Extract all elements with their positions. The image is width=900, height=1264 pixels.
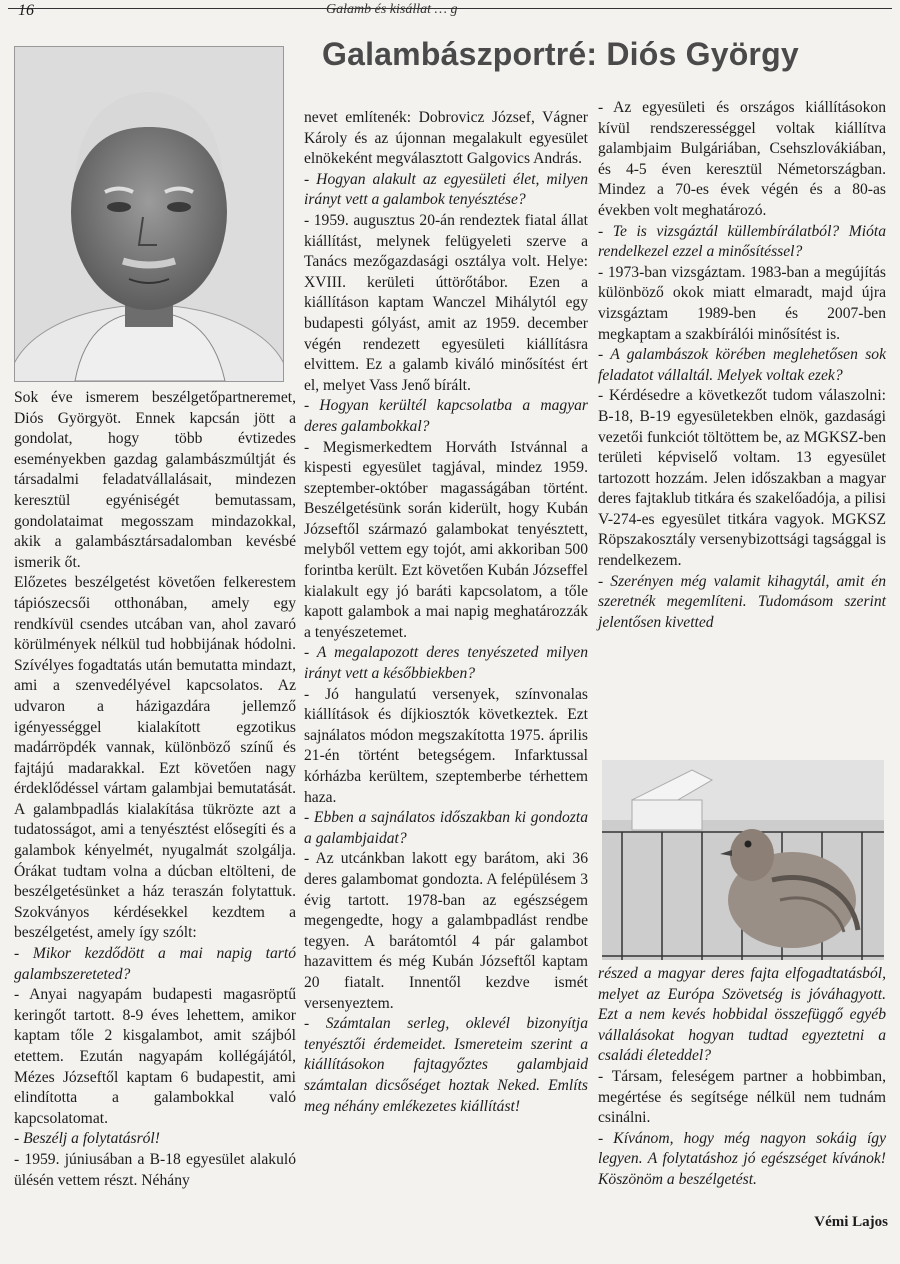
question: - Ebben a sajnálatos időszakban ki gondozta a galambjaidat? (304, 809, 588, 847)
question: - A galambászok körében meglehetősen sok feladatot vállaltál. Melyek voltak ezek? (598, 346, 886, 384)
question: - Szerényen még valamit kihagytál, amit én szeretnék megemlíteni. Tudomásom szerint jelentősen kivetted (598, 572, 886, 631)
paragraph: - Anyai nagyapám budapesti magasröptű keringőt tartott. 8-9 éves lehettem, amikor kaptam tőle 2 kisgalambot, amit szájból etettem. Ezután nagyapám kollégájától, Mézes Józseftől kaptam 6 budapestit, ami elindította a galambokkal való kapcsolatomat. (14, 986, 296, 1127)
paragraph: nevet említenék: Dobrovicz József, Vágner Károly és az újonnan megalakult egyesület elnökeként megválasztott Galgovics András. (304, 109, 588, 168)
paragraph: - Kérdésedre a következőt tudom válaszolni: B-18, B-19 egyesületekben elnök, gazdasági vezetői funkciót töltöttem be, az MGKSZ-ben területi képviselő voltam. 13 egyesület tartozott hozzám. Jelen időszakban a magyar deres fajtaklub titkára és szakelőadója, a pilisi V-274-es egyesület titkára vagyok. MGKSZ Röpszakosztály versenybizottsági tagsággal is rendelkezem. (598, 387, 886, 570)
column-3-continued (598, 964, 886, 1191)
column-3 (598, 98, 886, 633)
paragraph: - 1959. júniusában a B-18 egyesület alakuló ülésén vettem részt. Néhány (14, 1150, 296, 1189)
column-2 (304, 108, 588, 1117)
question: - Mikor kezdődött a mai napig tartó galambszereteted? (14, 945, 296, 983)
column-1 (14, 388, 296, 1191)
question: - Számtalan serleg, oklevél bizonyítja tenyésztői érdemeidet. Ismereteim szerint a kiállításokon fajtagyőztes galambjaid számtalan dicsőséget hoztak Neked. Említs meg néhány emlékezetes kiállítást! (304, 1015, 588, 1115)
paragraph: - Társam, feleségem partner a hobbimban, megértése és segítsége nélkül nem tudnám csinálni. (598, 1067, 886, 1127)
paragraph: - Az utcánkban lakott egy barátom, aki 36 deres galambomat gondozta. A felépülésem 3 évig tartott. 1978-ban az egészségem megengedte, hogy a galambpadlást rendbe tegyen. A barátomtól 4 pár galambot hazavittem és még Kubán Józseftől kaptam 20 fiatalt. Innentől kezdve ismét versenyeztem. (304, 850, 588, 1012)
paragraph: - Az egyesületi és országos kiállításokon kívül rendszerességgel voltak kiállítva galambjaim Bulgáriában, Csehszlovákiában, és 4-5 éven keresztül Németországban. Mindez a 70-es évek végén és a 80-as években volt meghatározó. (598, 99, 886, 219)
article-title: Galambászportré: Diós György (322, 36, 799, 72)
author-signature: Vémi Lajos (814, 1214, 888, 1230)
paragraph: Előzetes beszélgetést követően felkerestem tápiószecsői otthonában, amely egy rendkívül csendes utcában van, ahol zavaró körülmények nélkül tud hobbijának hódolni. Szívélyes fogadtatás után bemutatta mindazt, ami a szenvedélyével kapcsolatos. Az udvaron a házigazdára jellemző igényességgel kialakított egzotikus madárröpdék vannak, különböző színű és fajtájú madarakkal. Ezt követően nagy érdeklődéssel vártam galambjai bemutatását. A galambpadlás kialakítása tükrözte azt a tudatosságot, ami a tenyésztést elősegíti és a galambok kényelmét, nyugalmát szolgálja. Órákat tudtam volna a dúcban eltölteni, de beszélgetésünket a ház teraszán folytattuk. Szokványos kérdésekkel kezdtem a beszélgetést, amely így szólt: (14, 574, 296, 942)
question: részed a magyar deres fajta elfogadtatásból, melyet az Európa Szövetség is jóváhagyott. Ezt a nem kevés hobbidal összefüggő egyéb vállalásokat hogyan tudtad egyeztetni a családi életeddel? (598, 965, 886, 1065)
paragraph: Sok éve ismerem beszélgetőpartneremet, Diós Györgyöt. Ennek kapcsán jött a gondolat, hogy több évtizedes eseményekben gazdag galambászmúltját és társadalmi feladatvállalásait, mindezen keresztül egyéniségét bemutassam, gondolataimat megosszam mindazokkal, akik a galambásztársadalomban kevésbé ismerik őt. (14, 389, 296, 571)
question: - Hogyan alakult az egyesületi élet, milyen irányt vett a galambok tenyésztése? (304, 170, 588, 209)
paragraph: - 1973-ban vizsgáztam. 1983-ban a megújítás különböző okok miatt elmaradt, majd újra vizsgáztam 1989-ben és 2007-ben megkaptam a szakbírálói minősítést is. (598, 263, 886, 343)
question: - Kívánom, hogy még nagyon sokáig így legyen. A folytatáshoz jó egészséget kívánok! Köszönöm a beszélgetést. (598, 1129, 886, 1188)
page-number: 16 (18, 2, 34, 19)
header-rule (8, 2, 892, 19)
portrait-photo (14, 46, 284, 382)
question: - A megalapozott deres tenyészeted milyen irányt vett a későbbiekben? (304, 644, 588, 683)
paragraph: - 1959. augusztus 20-án rendeztek fiatal állat kiállítást, melynek felügyeleti szerve a Tanács mezőgazdasági osztálya volt. Helye: XVIII. kerületi úttörőtábor. Ezen a kiállításon kaptam Wanczel Mihálytól egy budapesti gólyást, amit az 1959. december végén rendezett egyesületi kiállításra elvittem. Ez a galamb kiváló minősítést ért el, melyet Vass Jenő bírált. (304, 211, 588, 394)
paragraph: - Jó hangulatú versenyek, színvonalas kiállítások és díjkiosztók következtek. Ezt sajnálatos módon megszakította 1975. április 21-én történt betegségem. Infarktussal kórházba kerültem, szeptemberbe térhettem haza. (304, 685, 588, 806)
running-head: Galamb és kisállat … g (326, 2, 458, 17)
pigeon-photo (602, 760, 884, 960)
question: - Beszélj a folytatásról! (14, 1130, 160, 1148)
paragraph: - Megismerkedtem Horváth Istvánnal a kispesti egyesület tagjával, mindez 1959. szeptember-október magasságában történt. Beszélgetésünk során kiderült, hogy Kubán Józseftől származó galambokat tenyésztett, melyből vettem egy tojót, ami akkoriban 500 forintba került. Ezt követően Kubán Józseffel kialakult egy jó baráti kapcsolatom, a tőle kapott galambok a mai napig meghatározzák a tenyészetemet. (304, 438, 588, 641)
question: - Te is vizsgáztál küllembírálatból? Mióta rendelkezel ezzel a minősítéssel? (598, 222, 886, 261)
question: - Hogyan kerültél kapcsolatba a magyar deres galambokkal? (304, 397, 588, 435)
